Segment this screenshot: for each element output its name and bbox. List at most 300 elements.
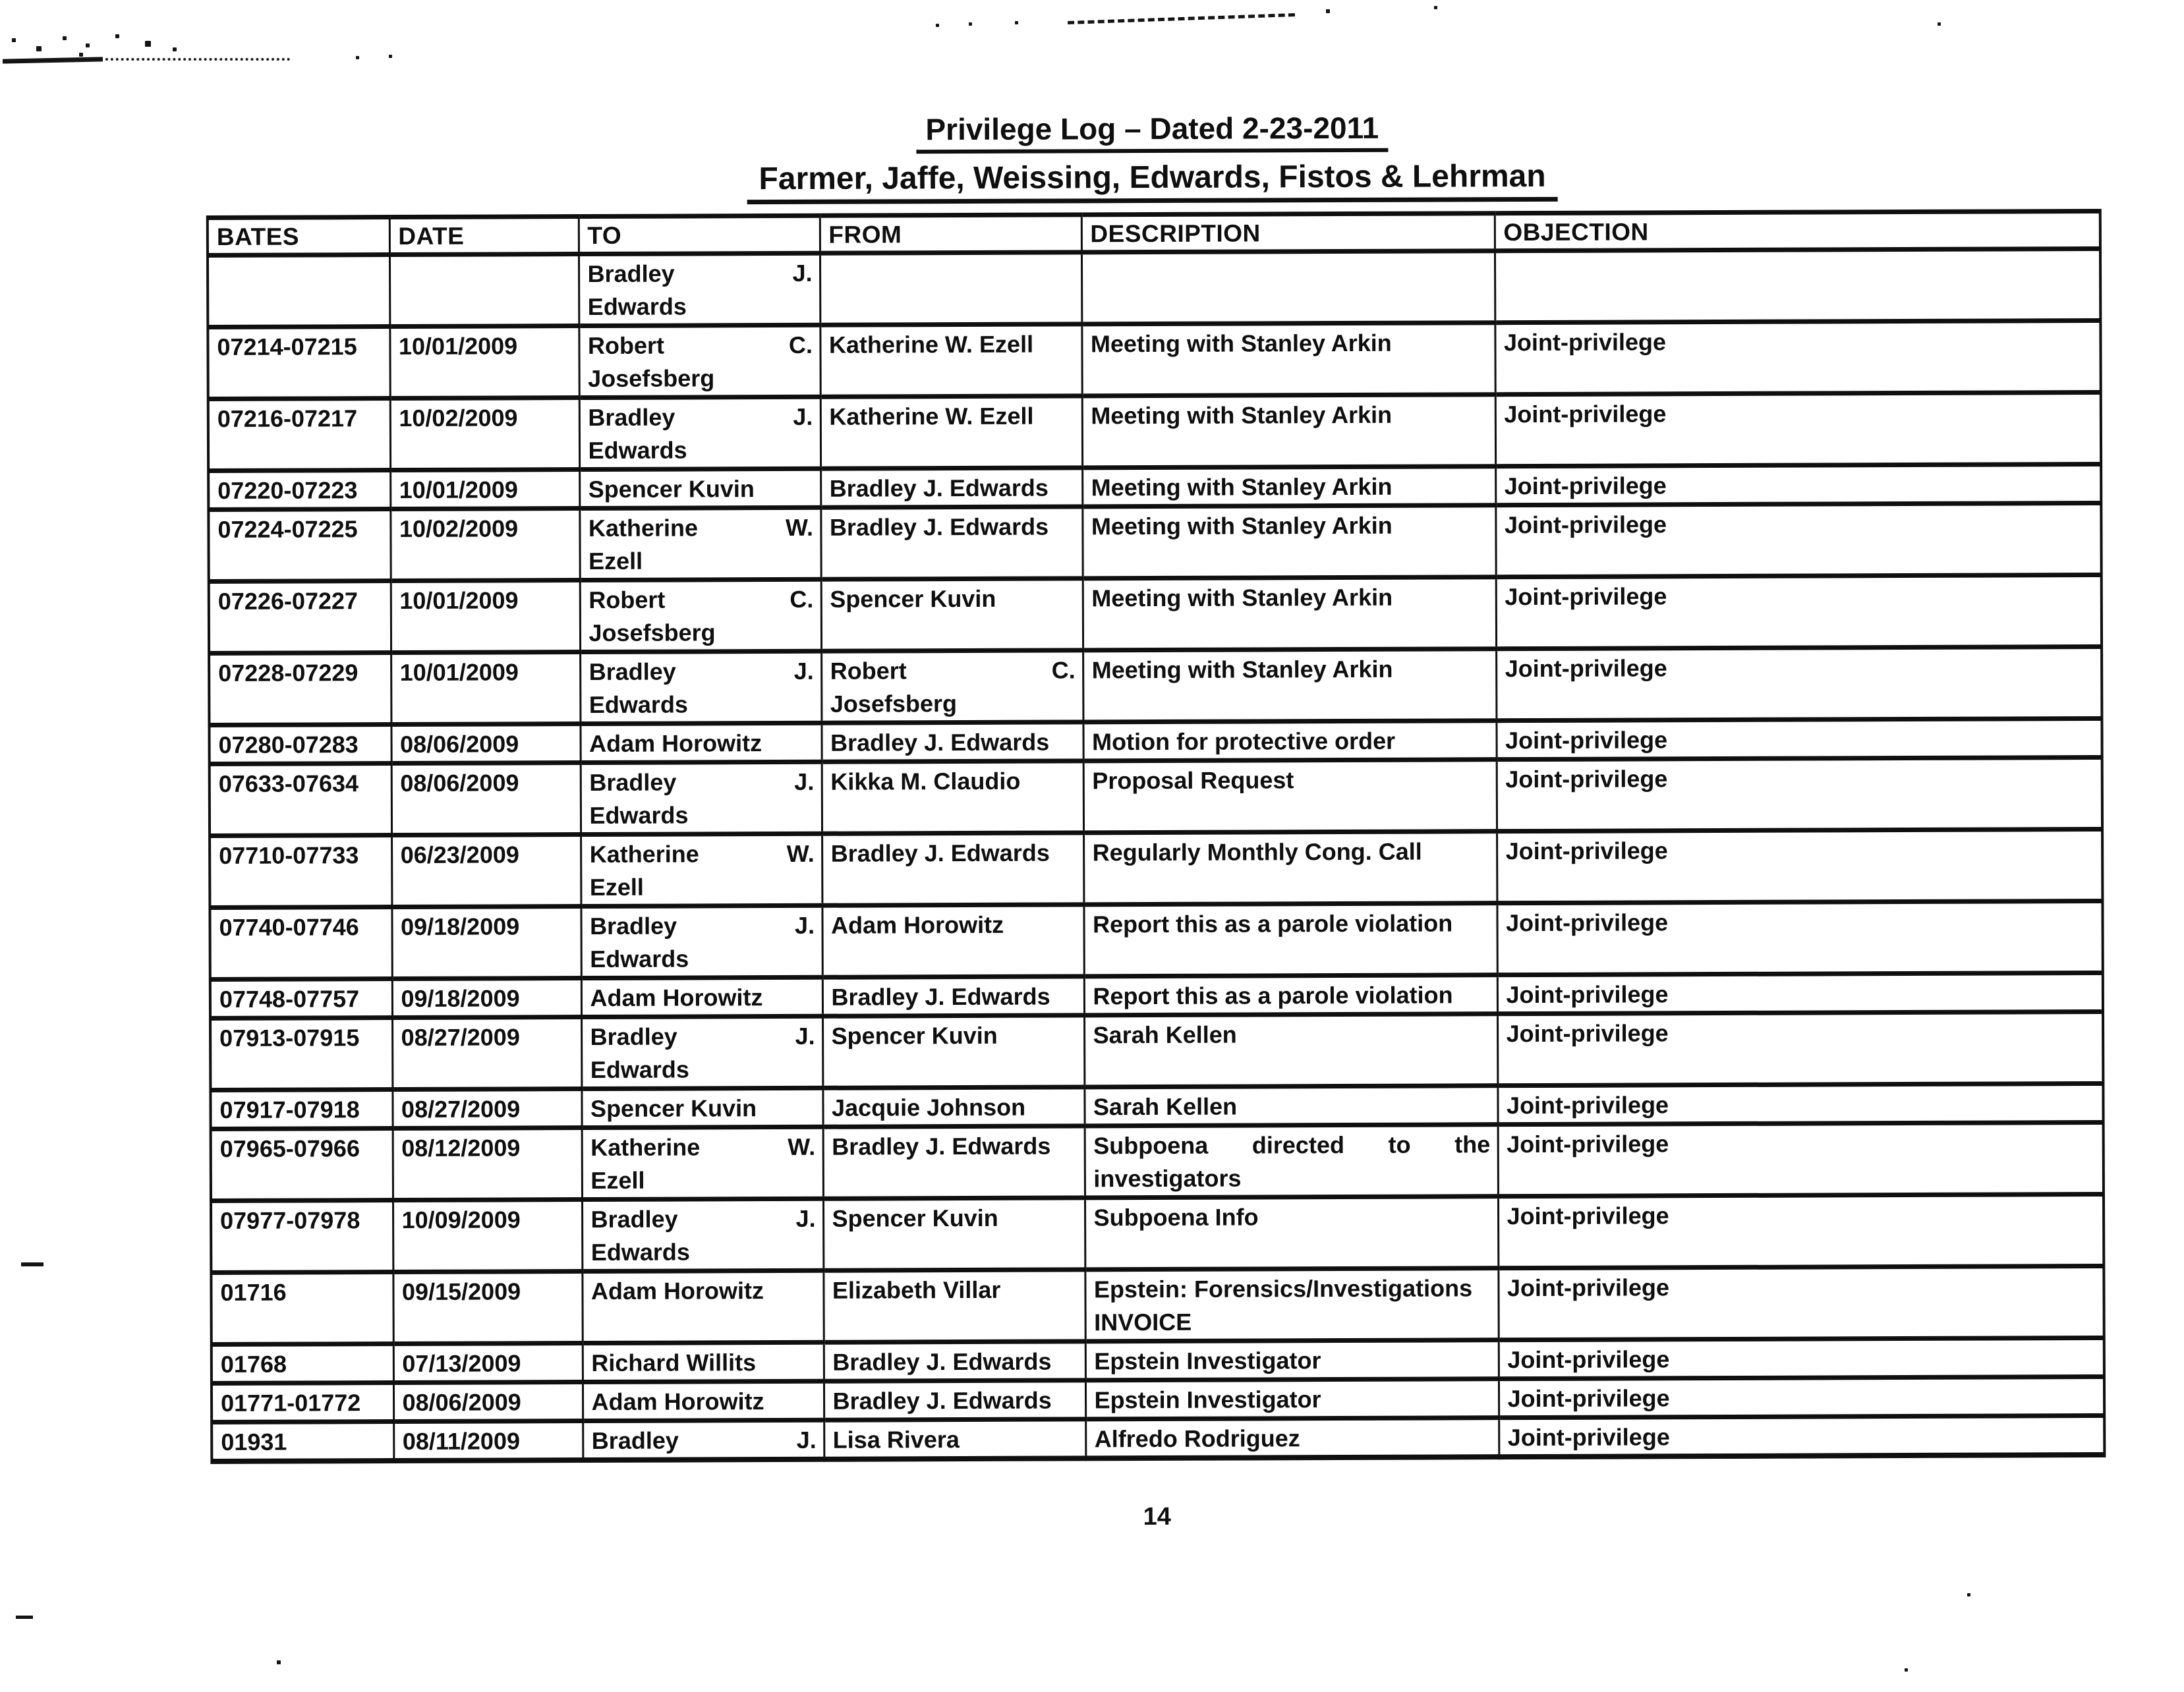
table-row — [210, 901, 2102, 979]
cell-text-line: 07226-07227 — [217, 587, 359, 615]
cell-to — [581, 905, 822, 978]
cell-text-line: 07965-07966 — [219, 1135, 360, 1162]
cell-text-line: Meeting with Stanley Arkin — [1091, 655, 1393, 684]
cell-text-line: Ezell — [589, 873, 644, 901]
cell-description — [1082, 395, 1495, 468]
cell-bates — [208, 255, 389, 327]
table-row — [211, 1266, 2104, 1344]
cell-bates — [210, 764, 391, 836]
cell-text-line: Joint-privilege — [1507, 1345, 1670, 1374]
cell-objection — [1499, 1338, 2104, 1378]
cell-to — [580, 651, 821, 723]
scan-artifact — [1938, 22, 1941, 26]
cell-description — [1085, 1125, 1498, 1198]
table-row — [208, 464, 2101, 509]
cell-text-line: INVOICE — [1094, 1308, 1192, 1336]
cell-description — [1082, 505, 1495, 578]
cell-from — [824, 1341, 1085, 1381]
cell-text-line: Bradley J. — [589, 768, 815, 796]
table-row — [210, 829, 2102, 907]
cell-from — [822, 1015, 1084, 1088]
cell-from — [821, 578, 1083, 651]
cell-objection — [1496, 646, 2102, 720]
scan-artifact — [105, 58, 290, 61]
table-row — [208, 392, 2101, 470]
cell-text-line: 01716 — [220, 1278, 287, 1306]
cell-text-line: Ezell — [589, 547, 643, 575]
cell-date — [393, 1200, 582, 1272]
scan-artifact — [1326, 9, 1330, 13]
cell-date — [393, 1128, 582, 1200]
cell-bates — [210, 907, 391, 980]
cell-text-line: Bradley J. Edwards — [829, 474, 1049, 502]
cell-text-line: 10/01/2009 — [398, 332, 518, 360]
cell-text-line: Epstein Investigator — [1094, 1386, 1321, 1414]
cell-to — [579, 397, 820, 469]
cell-to — [583, 1420, 824, 1460]
cell-text-line: 06/23/2009 — [400, 841, 519, 868]
cell-text-line: Edwards — [589, 801, 689, 829]
cell-text-line: Katherine W. — [589, 839, 815, 868]
cell-to — [579, 253, 820, 325]
cell-date — [391, 835, 581, 907]
cell-text-line: 09/15/2009 — [401, 1278, 521, 1305]
cell-bates — [212, 1422, 393, 1461]
cell-bates — [211, 1272, 393, 1345]
cell-text-line: Katherine W. Ezell — [829, 402, 1034, 430]
cell-bates — [208, 399, 390, 471]
cell-text-line: Edwards — [587, 293, 687, 321]
cell-description — [1083, 760, 1497, 833]
col-header-to: TO — [579, 215, 820, 254]
col-header-description: DESCRIPTION — [1081, 213, 1495, 252]
table-row — [208, 503, 2101, 581]
cell-text-line: Joint-privilege — [1507, 1130, 1669, 1158]
cell-bates — [210, 1090, 392, 1129]
cell-text-line: Bradley J. — [589, 657, 814, 685]
cell-date — [391, 724, 580, 764]
cell-from — [822, 1087, 1084, 1127]
cell-to — [582, 1127, 823, 1199]
cell-description — [1085, 1268, 1498, 1341]
cell-text-line: Report this as a parole violation — [1093, 981, 1453, 1010]
cell-description — [1084, 1014, 1497, 1087]
cell-text-line: Richard Willits — [591, 1349, 757, 1376]
cell-objection — [1495, 464, 2101, 505]
cell-to — [582, 1198, 823, 1271]
cell-text-line: Alfredo Rodriguez — [1094, 1424, 1300, 1453]
cell-text-line: Spencer Kuvin — [831, 1021, 998, 1050]
table-row — [209, 718, 2102, 764]
cell-text-line: Adam Horowitz — [591, 1388, 764, 1415]
cell-bates — [208, 327, 389, 399]
cell-text-line: 08/06/2009 — [402, 1388, 521, 1416]
cell-bates — [210, 835, 391, 908]
cell-text-line: 07214-07215 — [217, 333, 357, 360]
cell-bates — [210, 1018, 392, 1090]
cell-text-line: Robert C. — [587, 331, 813, 360]
cell-text-line: 07220-07223 — [217, 476, 358, 504]
table-row — [212, 1415, 2104, 1461]
cell-objection — [1498, 1194, 2104, 1268]
privilege-log-table — [206, 209, 2106, 1464]
scan-artifact — [3, 57, 103, 63]
cell-description — [1085, 1418, 1499, 1459]
scan-artifact — [389, 55, 392, 58]
cell-text-line: Joint-privilege — [1507, 1423, 1670, 1452]
scan-artifact — [63, 36, 67, 40]
cell-to — [579, 325, 820, 397]
cell-text-line: Spencer Kuvin — [830, 584, 996, 613]
cell-description — [1084, 975, 1497, 1015]
cell-text-line: Bradley J. — [591, 1426, 817, 1454]
cell-text-line: Meeting with Stanley Arkin — [1091, 583, 1393, 612]
scan-artifact — [86, 43, 90, 47]
cell-objection — [1499, 1376, 2104, 1417]
cell-bates — [209, 581, 391, 654]
cell-to — [579, 507, 820, 580]
scan-artifact — [21, 1262, 43, 1266]
scan-artifact — [1434, 6, 1437, 9]
cell-text-line: Adam Horowitz — [590, 984, 763, 1011]
cell-date — [389, 326, 579, 399]
cell-text-line: 09/18/2009 — [401, 984, 520, 1012]
cell-date — [393, 1343, 583, 1383]
cell-objection — [1497, 829, 2102, 903]
col-header-from: FROM — [820, 215, 1081, 253]
cell-text-line: Adam Horowitz — [830, 911, 1004, 939]
col-header-objection: OBJECTION — [1495, 211, 2100, 250]
cell-to — [581, 1088, 822, 1127]
cell-text-line: Lisa Rivera — [832, 1426, 960, 1453]
cell-to — [581, 762, 822, 834]
cell-objection — [1496, 718, 2102, 759]
table-row — [210, 757, 2102, 835]
cell-text-line: Kikka M. Claudio — [830, 767, 1021, 795]
cell-text-line: Joint-privilege — [1503, 328, 1667, 356]
cell-objection — [1497, 973, 2103, 1013]
cell-to — [581, 977, 822, 1017]
cell-date — [393, 1382, 583, 1422]
cell-from — [822, 976, 1084, 1016]
scan-artifact — [936, 24, 939, 27]
cell-text-line: Bradley J. — [588, 403, 813, 432]
table-row — [210, 1011, 2103, 1090]
scan-artifact — [16, 1616, 33, 1619]
cell-to — [583, 1342, 824, 1382]
cell-bates — [211, 1129, 393, 1201]
cell-text-line: Bradley J. Edwards — [832, 1347, 1052, 1376]
cell-text-line: Joint-privilege — [1505, 909, 1669, 937]
cell-text-line: Josefsberg — [830, 690, 958, 718]
cell-from — [820, 468, 1082, 507]
cell-date — [392, 1089, 581, 1129]
cell-text-line: 08/27/2009 — [401, 1023, 520, 1051]
cell-from — [823, 1270, 1085, 1342]
cell-bates — [209, 725, 391, 764]
cell-from — [820, 252, 1081, 325]
cell-description — [1082, 466, 1495, 507]
table-row — [209, 575, 2102, 653]
cell-to — [579, 468, 820, 508]
cell-text-line: Bradley J. — [589, 911, 815, 940]
cell-bates — [209, 653, 391, 725]
cell-text-line: 07917-07918 — [219, 1096, 360, 1123]
cell-from — [822, 833, 1083, 905]
cell-from — [822, 905, 1083, 977]
cell-description — [1083, 649, 1496, 722]
cell-bates — [210, 979, 392, 1019]
cell-text-line: 07740-07746 — [219, 913, 359, 941]
cell-text-line: 07710-07733 — [219, 841, 359, 869]
cell-text-line: Joint-privilege — [1505, 726, 1668, 754]
cell-text-line: Joint-privilege — [1505, 582, 1667, 611]
cell-date — [391, 763, 581, 835]
table-row — [212, 1338, 2104, 1383]
cell-to — [581, 1016, 822, 1088]
cell-text-line: Edwards — [590, 1238, 690, 1266]
cell-description — [1083, 721, 1496, 761]
cell-text-line: Bradley J. Edwards — [832, 1132, 1051, 1160]
cell-description — [1083, 903, 1497, 976]
cell-description — [1081, 323, 1495, 396]
cell-text-line: Epstein: Forensics/Investigations — [1093, 1274, 1473, 1303]
cell-text-line: Katherine W. — [588, 513, 814, 542]
cell-to — [580, 723, 821, 762]
cell-text-line: 08/12/2009 — [401, 1134, 521, 1162]
cell-text-line: 07977-07978 — [220, 1206, 360, 1234]
cell-date — [389, 254, 579, 327]
cell-objection — [1495, 320, 2100, 394]
scan-artifact — [277, 1660, 281, 1664]
cell-text-line: Edwards — [588, 436, 687, 465]
cell-description — [1085, 1379, 1499, 1419]
cell-text-line: Sarah Kellen — [1093, 1021, 1237, 1049]
cell-from — [824, 1380, 1085, 1420]
cell-text-line: 10/02/2009 — [399, 404, 518, 432]
cell-from — [824, 1419, 1085, 1459]
cell-date — [391, 580, 580, 653]
cell-text-line: Joint-privilege — [1507, 1202, 1669, 1230]
cell-objection — [1496, 575, 2102, 648]
cell-objection — [1497, 1011, 2103, 1085]
cell-text-line: 07280-07283 — [218, 731, 359, 758]
cell-text-line: Joint-privilege — [1506, 1091, 1669, 1119]
document-content — [206, 107, 2104, 1535]
cell-text-line: Joint-privilege — [1504, 511, 1667, 539]
scan-artifact — [969, 22, 972, 26]
table-row — [212, 1376, 2104, 1422]
cell-description — [1081, 251, 1495, 324]
cell-text-line: Bradley J. — [587, 259, 813, 288]
cell-text-line: Josefsberg — [589, 619, 716, 647]
cell-from — [823, 1126, 1085, 1198]
cell-text-line: 07/13/2009 — [402, 1349, 521, 1377]
scan-artifact — [79, 53, 83, 57]
cell-objection — [1497, 901, 2102, 974]
cell-text-line: Edwards — [590, 1056, 689, 1083]
cell-text-line: 10/09/2009 — [401, 1206, 521, 1233]
cell-text-line: Bradley J. Edwards — [831, 982, 1050, 1011]
cell-bates — [212, 1383, 393, 1423]
cell-text-line: Sarah Kellen — [1093, 1092, 1238, 1121]
cell-text-line: 08/27/2009 — [401, 1095, 521, 1123]
cell-from — [821, 650, 1083, 723]
cell-text-line: 07228-07229 — [218, 659, 359, 687]
cell-bates — [208, 470, 390, 510]
cell-text-line: Proposal Request — [1092, 766, 1294, 795]
cell-to — [580, 579, 821, 652]
scan-artifact — [173, 47, 177, 51]
cell-description — [1083, 832, 1497, 905]
cell-description — [1083, 577, 1496, 650]
cell-objection — [1497, 757, 2102, 831]
cell-text-line: Epstein Investigator — [1094, 1347, 1321, 1375]
cell-text-line: Spencer Kuvin — [590, 1094, 757, 1122]
cell-description — [1085, 1340, 1499, 1380]
cell-objection — [1497, 1083, 2103, 1124]
cell-text-line: Ezell — [590, 1166, 645, 1194]
table-row — [210, 973, 2103, 1018]
cell-from — [820, 507, 1082, 579]
cell-text-line: Bradley J. Edwards — [829, 513, 1049, 541]
cell-date — [390, 398, 579, 470]
cell-text-line: Joint-privilege — [1506, 980, 1669, 1009]
cell-text-line: Subpoena Info — [1093, 1203, 1259, 1231]
cell-text-line: Joint-privilege — [1505, 765, 1668, 793]
cell-date — [393, 1421, 583, 1461]
cell-text-line: 10/01/2009 — [399, 658, 519, 687]
cell-text-line: Joint-privilege — [1504, 400, 1667, 428]
cell-from — [820, 396, 1082, 468]
cell-text-line: Robert C. — [830, 656, 1076, 685]
page-number: 14 — [1143, 1502, 1171, 1531]
cell-text-line: Joint-privilege — [1506, 1019, 1669, 1048]
cell-text-line: Meeting with Stanley Arkin — [1091, 511, 1393, 540]
cell-objection — [1495, 503, 2101, 577]
scan-artifact — [1015, 21, 1018, 24]
cell-date — [392, 1017, 581, 1090]
cell-text-line: Subpoena directed to the — [1093, 1131, 1491, 1160]
scan-artifact — [145, 41, 151, 47]
cell-text-line: Edwards — [590, 945, 689, 973]
cell-date — [391, 652, 580, 725]
cell-text-line: Katherine W. Ezell — [828, 330, 1034, 358]
cell-from — [820, 324, 1081, 397]
scan-artifact — [115, 34, 119, 38]
cell-text-line: Bradley J. Edwards — [832, 1386, 1052, 1415]
document-subtitle-firm-name: Farmer, Jaffe, Weissing, Edwards, Fistos & Lehrman — [747, 158, 1557, 204]
cell-text-line: 09/18/2009 — [400, 913, 520, 940]
scan-artifact — [1967, 1593, 1970, 1596]
cell-text-line: 07224-07225 — [217, 515, 358, 543]
cell-text-line: Motion for protective order — [1091, 727, 1396, 756]
cell-text-line: Joint-privilege — [1507, 1384, 1670, 1413]
cell-text-line: 07913-07915 — [219, 1024, 360, 1052]
cell-text-line: Bradley J. Edwards — [830, 839, 1050, 867]
cell-text-line: 08/06/2009 — [400, 730, 519, 758]
cell-text-line: Spencer Kuvin — [588, 475, 755, 503]
cell-text-line: Joint-privilege — [1505, 654, 1667, 683]
cell-objection — [1498, 1122, 2104, 1196]
table-row — [208, 248, 2100, 327]
cell-text-line: Katherine W. — [590, 1133, 816, 1161]
cell-to — [583, 1381, 824, 1421]
cell-text-line: 07748-07757 — [219, 985, 360, 1013]
table-header-row — [208, 211, 2100, 255]
cell-text-line: 07216-07217 — [217, 405, 358, 432]
cell-text-line: Edwards — [589, 691, 688, 718]
cell-text-line: 10/02/2009 — [399, 515, 519, 543]
cell-text-line: Adam Horowitz — [589, 729, 762, 757]
cell-text-line: Bradley J. Edwards — [830, 728, 1050, 756]
cell-text-line: Jacquie Johnson — [831, 1093, 1026, 1121]
scan-artifact — [356, 56, 359, 59]
cell-text-line: 08/11/2009 — [402, 1427, 521, 1455]
cell-date — [390, 470, 579, 509]
table-row — [209, 646, 2102, 725]
cell-objection — [1495, 392, 2101, 466]
cell-text-line: Regularly Monthly Cong. Call — [1092, 837, 1422, 866]
scan-artifact — [12, 38, 16, 42]
cell-objection — [1495, 248, 2100, 322]
cell-bates — [212, 1344, 393, 1384]
cell-from — [821, 722, 1083, 762]
cell-text-line: 10/01/2009 — [399, 476, 518, 504]
cell-text-line: Spencer Kuvin — [832, 1204, 998, 1232]
cell-text-line: Joint-privilege — [1505, 837, 1668, 865]
cell-text-line: 07633-07634 — [218, 770, 359, 797]
cell-text-line: Bradley J. — [590, 1204, 816, 1233]
cell-text-line: investigators — [1093, 1164, 1242, 1193]
scan-artifact — [1905, 1668, 1908, 1672]
cell-from — [822, 761, 1083, 833]
cell-text-line: Meeting with Stanley Arkin — [1091, 401, 1393, 430]
cell-text-line: Joint-privilege — [1504, 472, 1667, 500]
cell-objection — [1498, 1266, 2104, 1340]
cell-date — [392, 978, 581, 1018]
cell-bates — [208, 509, 390, 582]
scan-artifact — [36, 46, 42, 51]
cell-text-line: Bradley J. — [590, 1022, 815, 1050]
scan-artifact — [1068, 13, 1295, 24]
cell-objection — [1499, 1415, 2104, 1457]
cell-from — [823, 1198, 1085, 1270]
cell-text-line: Joint-privilege — [1507, 1274, 1670, 1302]
cell-text-line: Report this as a parole violation — [1092, 909, 1453, 938]
cell-description — [1084, 1086, 1497, 1126]
cell-text-line: 01768 — [220, 1350, 287, 1378]
table-row — [211, 1122, 2104, 1200]
cell-date — [393, 1272, 582, 1344]
cell-text-line: 10/01/2009 — [399, 586, 519, 615]
cell-text-line: Adam Horowitz — [590, 1277, 764, 1305]
cell-to — [581, 833, 822, 906]
cell-text-line: 01771-01772 — [220, 1389, 361, 1417]
cell-bates — [211, 1200, 393, 1273]
table-row — [211, 1194, 2104, 1272]
cell-text-line: Elizabeth Villar — [832, 1276, 1001, 1304]
cell-text-line: Meeting with Stanley Arkin — [1090, 329, 1392, 358]
cell-text-line: 01931 — [221, 1428, 287, 1455]
cell-text-line: Josefsberg — [588, 364, 715, 393]
cell-text-line: 08/06/2009 — [400, 769, 519, 797]
cell-text-line: Meeting with Stanley Arkin — [1091, 472, 1393, 501]
table-row — [210, 1083, 2103, 1129]
document-title: Privilege Log – Dated 2-23-2011 — [916, 110, 1388, 154]
document-header — [206, 107, 2099, 215]
col-header-date: DATE — [389, 217, 579, 255]
